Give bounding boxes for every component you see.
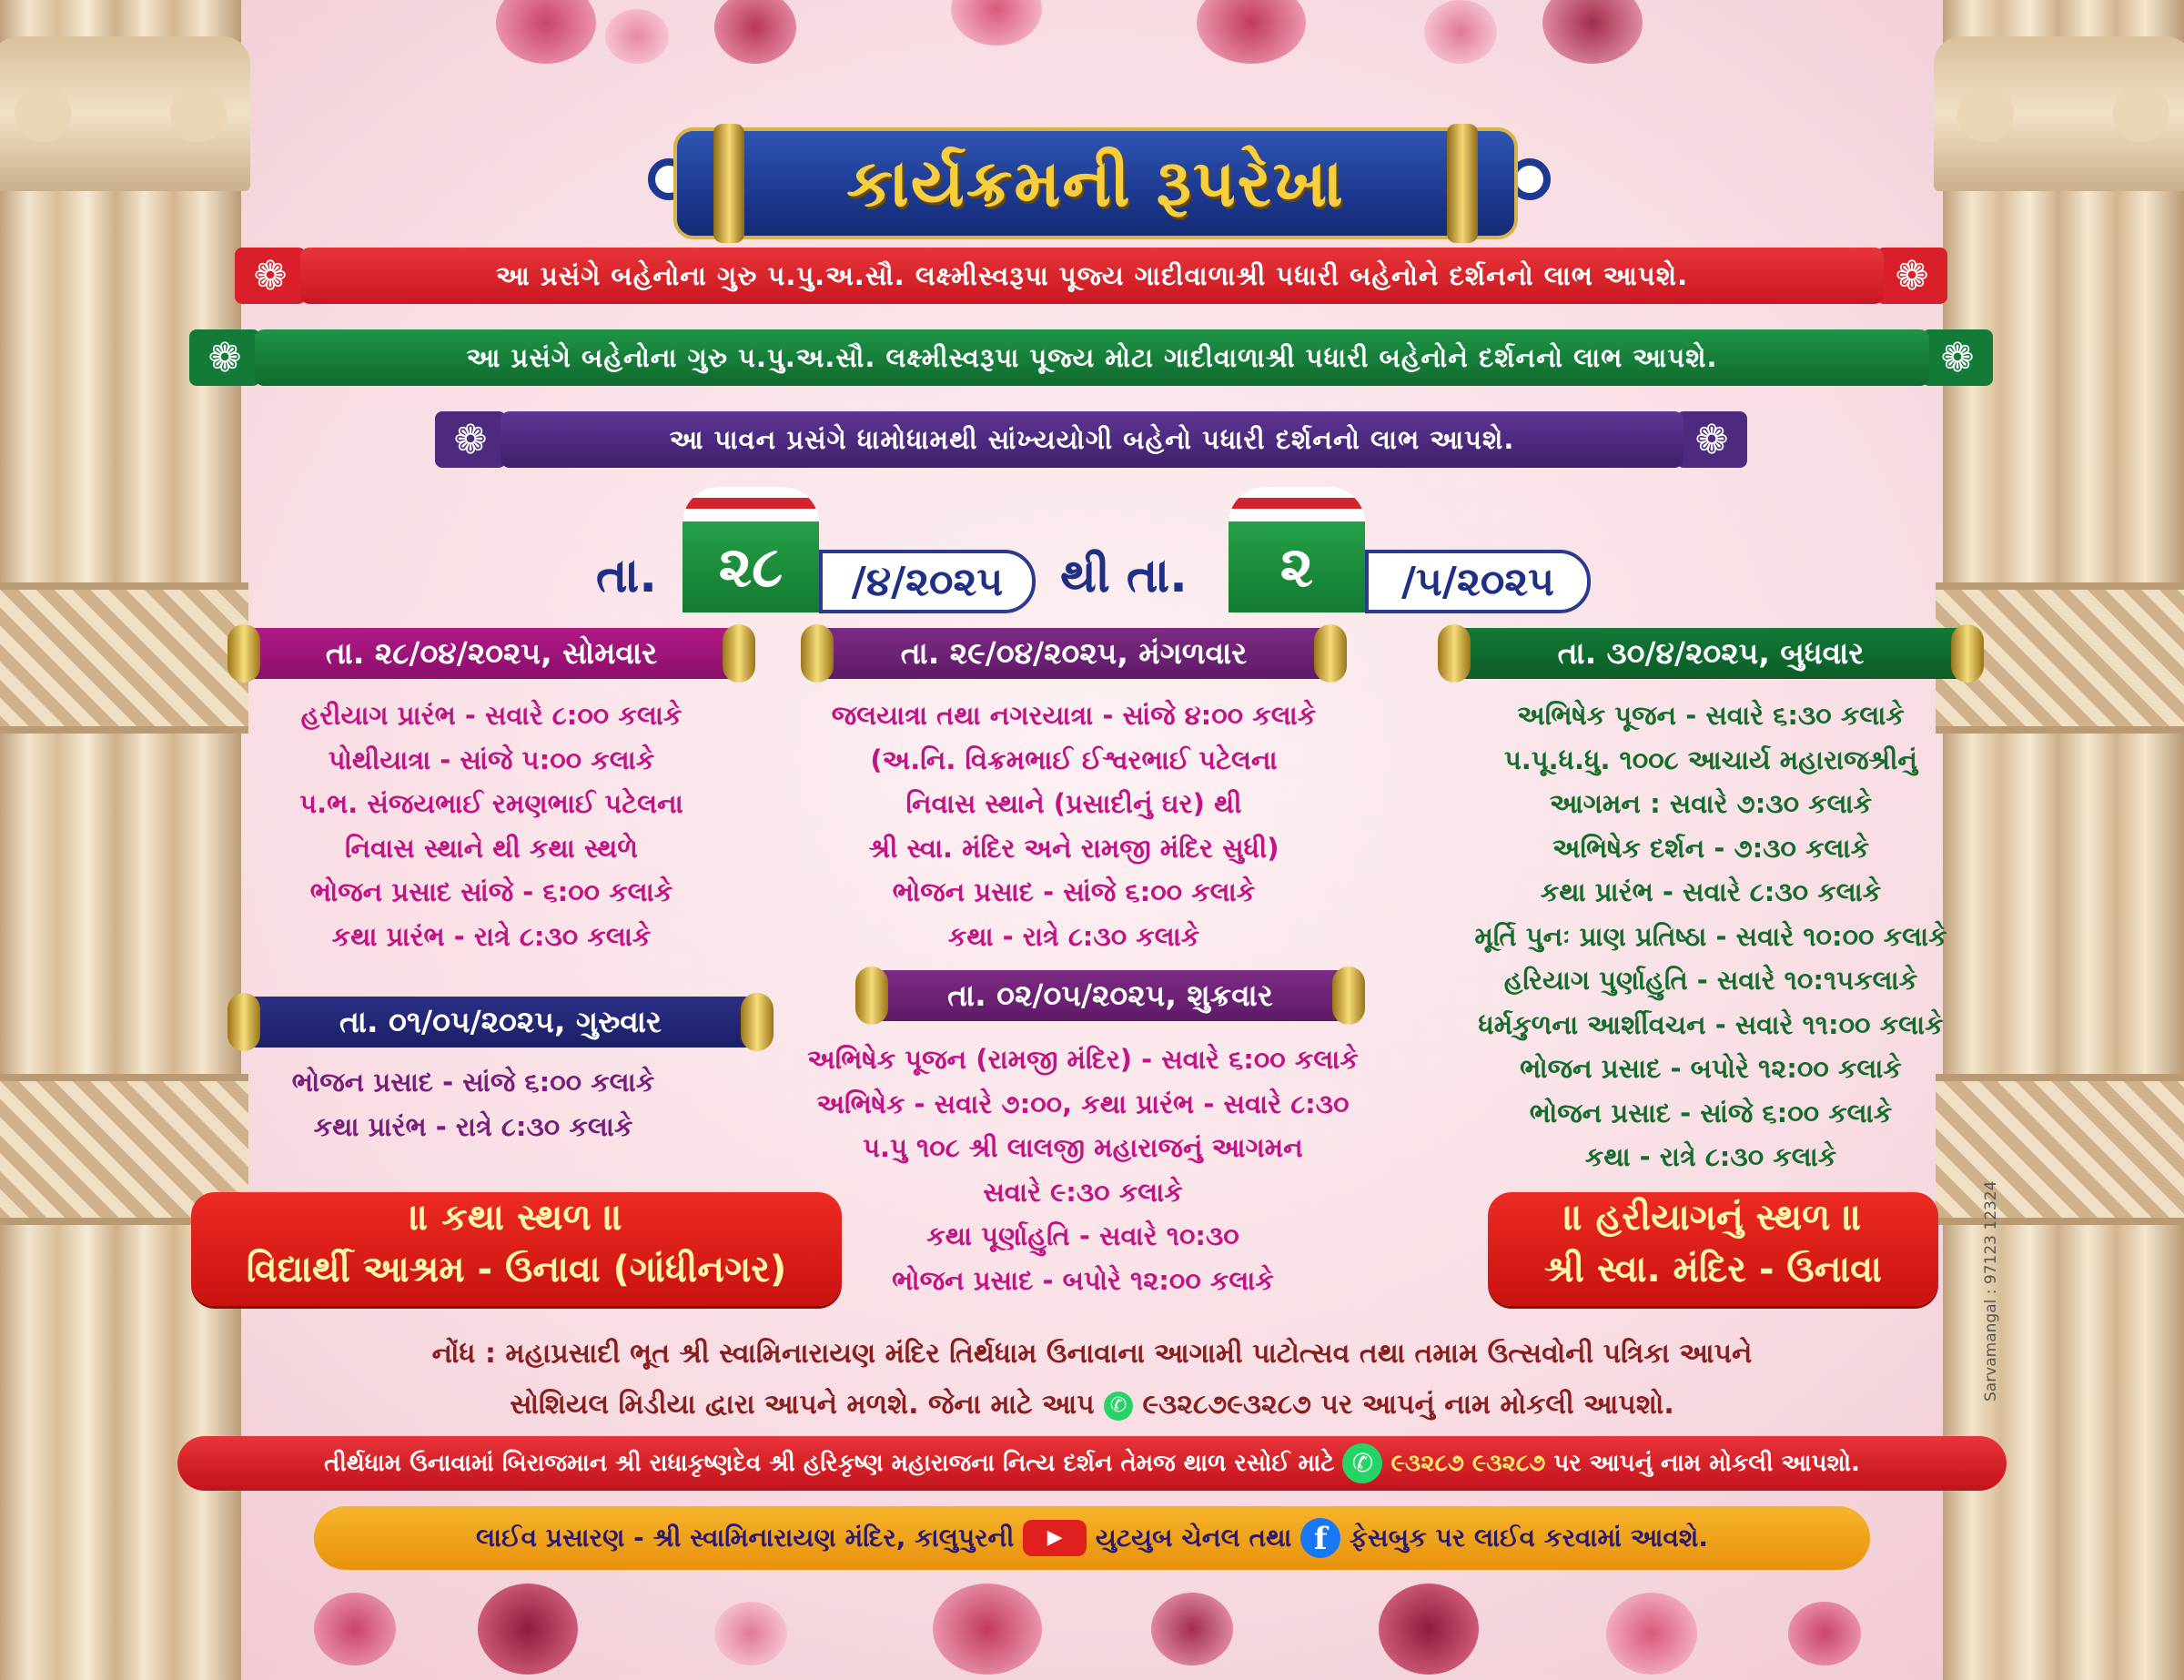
day-header-label: તા. ૨૯/૦૪/૨૦૨૫, મંગળવાર [900, 635, 1248, 671]
darshan-bar: તીર્થધામ ઉનાવામાં બિરાજમાન શ્રી રાધાકૃષ્ણદેવ શ્રી હરિકૃષ્ણ મહારાજના નિત્ય દર્શન તેમજ થાળ રસોઈ માટે ✆ ૯૩૨૮૭ ૯૩૨૮૭ પર આપનું નામ મોકલી આપશો. [177, 1436, 2007, 1491]
youtube-icon[interactable]: ▶ [1023, 1520, 1087, 1556]
schedule-line: પોથીયાત્રા - સાંજે ૫:૦૦ કલાકે [328, 744, 655, 775]
schedule-line: મૂર્તિ પુનઃ પ્રાણ પ્રતિષ્ઠા - સવારે ૧૦:૦૦ કલાકે [1474, 920, 1947, 952]
page-title: કાર્યક્રમની રૂપરેખા [846, 144, 1345, 221]
schedule-line: ભોજન પ્રસાદ - સાંજે ૬:૦૦ કલાકે [291, 1067, 655, 1098]
schedule-line: પ.પૂ.ધ.ધુ. ૧૦૦૮ આચાર્ય મહારાજશ્રીનું [1503, 744, 1918, 775]
title-scroll [673, 127, 1518, 239]
right-pillar-capital [1934, 36, 2184, 191]
announcement-purple-banner: આ પાવન પ્રસંગે ધામોધામથી સાંખ્યયોગી બહેનો પધારી દર્શનનો લાભ આપશે. [500, 411, 1684, 468]
ornament-icon: ❁ [235, 248, 306, 304]
live-broadcast-bar: લાઈવ પ્રસારણ - શ્રી સ્વામિનારાયણ મંદિર, કાલુપુરની ▶ યુટયુબ ચેનલ તથા f ફેસબુક પર લાઈવ કરવામાં આવશે. [314, 1506, 1870, 1570]
announcement-red-banner: આ પ્રસંગે બહેનોના ગુરુ પ.પુ.અ.સૌ. લક્ષ્મીસ્વરૂપા પૂજ્ય ગાદીવાળાશ્રી પધારી બહેનોને દર્શનનો લાભ આપશે. [300, 248, 1884, 304]
schedule-line: અભિષેક દર્શન - ૭:૩૦ કલાકે [1552, 832, 1870, 864]
schedule-line: અભિષેક - સવારે ૭:૦૦, કથા પ્રારંભ - સવારે ૮:૩૦ [816, 1088, 1350, 1119]
ornament-icon: ❁ [1922, 329, 1993, 386]
day-header [1456, 628, 1966, 679]
schedule-line: કથા પ્રારંભ - સવારે ૮:૩૦ કલાકે [1540, 876, 1882, 907]
day-schedule [246, 693, 737, 958]
schedule-line: કથા પ્રારંભ - રાત્રે ૮:૩૦ કલાકે [313, 1110, 633, 1142]
schedule-line: નિવાસ સ્થાને થી કથા સ્થળે [344, 832, 639, 864]
day-header-label: તા. ૩૦/૪/૨૦૨૫, બુધવાર [1557, 635, 1865, 671]
left-pillar [0, 0, 241, 1680]
from-day: ૨૮ [682, 521, 819, 612]
schedule-line: ભોજન પ્રસાદ - બપોરે ૧૨:૦૦ કલાકે [1520, 1053, 1902, 1084]
hariyag-venue-place: શ્રી સ્વા. મંદિર - ઉનાવા [1544, 1249, 1882, 1290]
date-decor-wave [1228, 487, 1365, 523]
bottom-flower-garland [241, 1565, 1943, 1675]
day-schedule [218, 1060, 728, 1149]
day-header-label: તા. ૦૧/૦૫/૨૦૨૫, ગુરુવાર [339, 1004, 662, 1039]
katha-venue-place: વિદ્યાર્થી આશ્રમ - ઉનાવા (ગાંધીનગર) [246, 1249, 787, 1290]
schedule-line: શ્રી સ્વા. મંદિર અને રામજી મંદિર સુધી) [868, 832, 1279, 864]
day-schedule [792, 693, 1356, 958]
schedule-line: પ.પુ ૧૦૮ શ્રી લાલજી મહારાજનું આગમન [863, 1132, 1303, 1163]
schedule-line: ભોજન પ્રસાદ - બપોરે ૧૨:૦૦ કલાકે [892, 1264, 1274, 1296]
date-decor-wave [682, 487, 819, 523]
schedule-line: ભોજન પ્રસાદ સાંજે - ૬:૦૦ કલાકે [309, 876, 673, 907]
schedule-line: અભિષેક પૂજન (રામજી મંદિર) - સવારે ૬:૦૦ કલાકે [807, 1044, 1359, 1075]
day-header-label: તા. ૦૨/૦૫/૨૦૨૫, શુક્રવાર [947, 977, 1273, 1013]
schedule-line: પ.ભ. સંજયભાઈ રમણભાઈ પટેલના [299, 788, 683, 819]
day-header [246, 628, 737, 679]
day-header-label: તા. ૨૮/૦૪/૨૦૨૫, સોમવાર [325, 635, 658, 671]
schedule-line: હરીયાગ પ્રારંભ - સવારે ૮:૦૦ કલાકે [300, 700, 682, 731]
note [228, 1329, 1956, 1431]
schedule-line: કથા - રાત્રે ૮:૩૦ કલાકે [1584, 1141, 1837, 1172]
katha-venue-box [191, 1192, 842, 1306]
to-month-year: /૫/૨૦૨૫ [1365, 550, 1591, 613]
hariyag-venue-title: ॥ હરીયાગનું સ્થળ ॥ [1563, 1197, 1863, 1239]
schedule-line: અભિષેક પૂજન - સવારે ૬:૩૦ કલાકે [1517, 700, 1905, 731]
day-schedule [792, 1037, 1374, 1302]
schedule-line: જલયાત્રા તથા નગરયાત્રા - સાંજે ૪:૦૦ કલાકે [831, 700, 1317, 731]
facebook-icon[interactable]: f [1300, 1518, 1340, 1558]
scroll-roll-left [713, 124, 744, 243]
schedule-line: (અ.નિ. વિક્રમભાઈ ઈશ્વરભાઈ પટેલના [870, 744, 1278, 775]
day-header [819, 628, 1329, 679]
schedule-line: કથા પૂર્ણાહુતિ - સવારે ૧૦:૩૦ [926, 1220, 1239, 1251]
note-line-2: સોશિયલ મિડીયા દ્વારા આપને મળશે. જેના માટે આપ ✆ ૯૩૨૮૭૯૩૨૮૭ પર આપનું નામ મોકલી આપશો. [510, 1389, 1674, 1421]
whatsapp-icon[interactable]: ✆ [1104, 1392, 1133, 1421]
designer-credit: Sarvamangal : 97123 12324 [1982, 1180, 2000, 1402]
katha-venue-title: ॥ કથા સ્થળ ॥ [410, 1197, 623, 1239]
to-day: ૨ [1228, 521, 1365, 612]
whatsapp-icon[interactable]: ✆ [1342, 1443, 1382, 1483]
ornament-icon: ❁ [435, 411, 506, 468]
left-pillar-capital [0, 36, 250, 191]
announcement-green-banner: આ પ્રસંગે બહેનોના ગુરુ પ.પુ.અ.સૌ. લક્ષ્મીસ્વરૂપા પૂજ્ય મોટા ગાદીવાળાશ્રી પધારી બહેનોને દર્શનનો લાભ આપશે. [255, 329, 1929, 386]
day-header [874, 970, 1347, 1021]
from-month-year: /૪/૨૦૨૫ [819, 550, 1036, 613]
date-prefix: તા. [596, 549, 657, 603]
day-schedule [1420, 693, 2002, 1179]
schedule-line: ધર્મકુળના આર્શીવચન - સવારે ૧૧:૦૦ કલાકે [1478, 1008, 1944, 1040]
date-range [596, 533, 1588, 614]
left-pillar-band-upper [0, 582, 248, 734]
schedule-line: કથા - રાત્રે ૮:૩૦ કલાકે [947, 920, 1200, 952]
schedule-line: સવારે ૯:૩૦ કલાકે [983, 1176, 1183, 1208]
scroll-roll-right [1447, 124, 1478, 243]
schedule-line: આગમન : સવારે ૭:૩૦ કલાકે [1549, 788, 1873, 819]
schedule-line: ભોજન પ્રસાદ - સાંજે ૬:૦૦ કલાકે [1529, 1097, 1893, 1128]
day-header [246, 997, 755, 1047]
hariyag-venue-box [1488, 1192, 1938, 1306]
ornament-icon: ❁ [189, 329, 260, 386]
note-line-1: નોંધ : મહાપ્રસાદી ભૂત શ્રી સ્વામિનારાયણ મંદિર તિર્થધામ ઉનાવાના આગામી પાટોત્સવ તથા તમામ ઉત્સવોની પત્રિકા આપને [431, 1338, 1753, 1370]
schedule-line: ભોજન પ્રસાદ - સાંજે ૬:૦૦ કલાકે [892, 876, 1256, 907]
date-connector: થી તા. [1060, 549, 1188, 603]
ornament-icon: ❁ [1676, 411, 1747, 468]
schedule-line: નિવાસ સ્થાને (પ્રસાદીનું ઘર) થી [905, 788, 1242, 819]
ornament-icon: ❁ [1876, 248, 1947, 304]
darshan-phone[interactable]: ૯૩૨૮૭ ૯૩૨૮૭ [1390, 1449, 1546, 1477]
top-flower-garland [241, 0, 1943, 109]
schedule-line: કથા પ્રારંભ - રાત્રે ૮:૩૦ કલાકે [331, 920, 652, 952]
note-phone[interactable]: ૯૩૨૮૭૯૩૨૮૭ [1142, 1389, 1311, 1421]
schedule-line: હરિયાગ પુર્ણાહુતિ - સવારે ૧૦:૧૫કલાકે [1503, 965, 1918, 996]
